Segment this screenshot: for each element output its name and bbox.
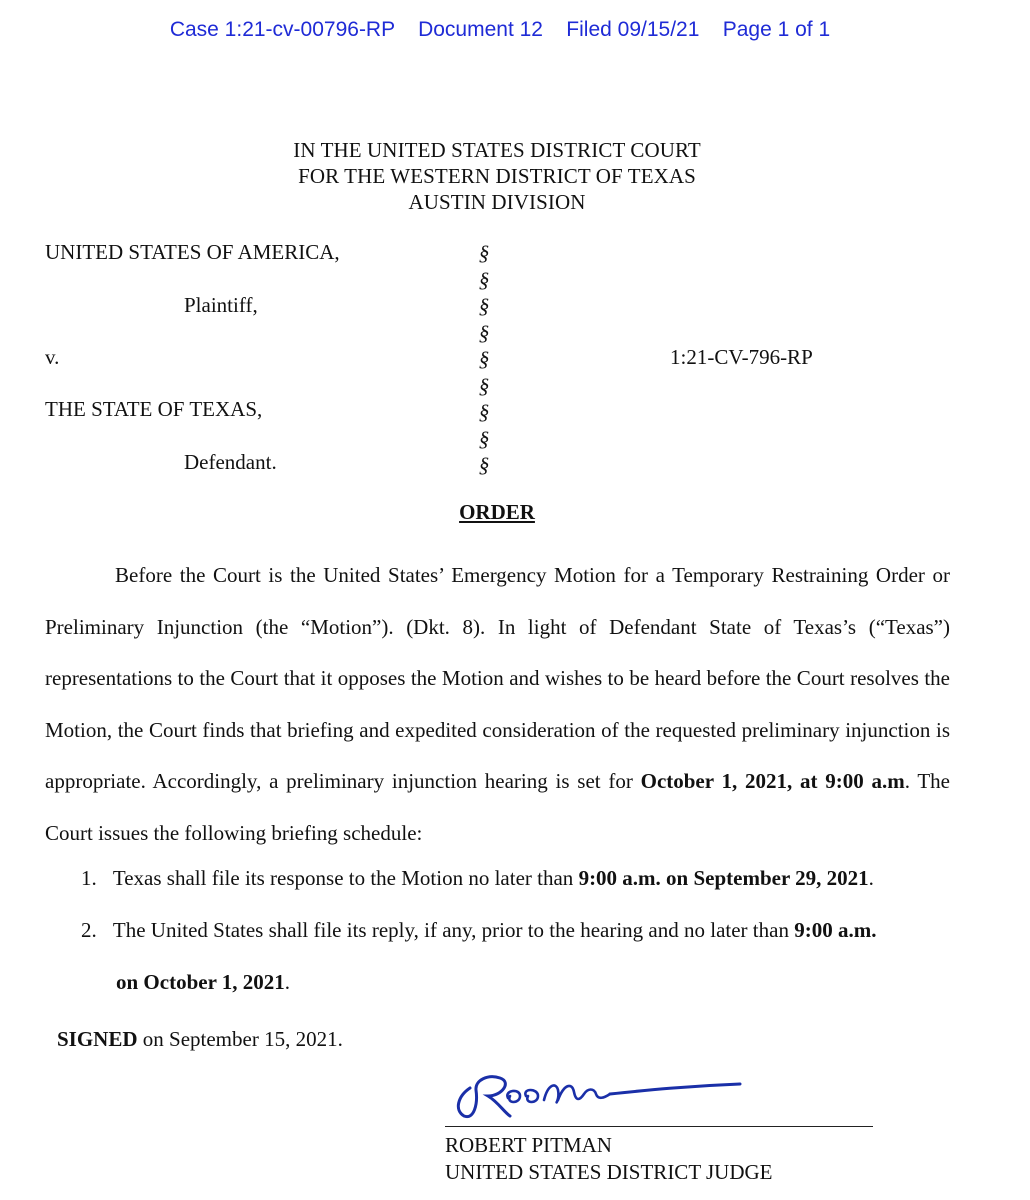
section-symbol: § — [478, 294, 490, 318]
judge-name: ROBERT PITMAN — [445, 1133, 612, 1157]
plaintiff-role: Plaintiff, — [184, 293, 258, 317]
deadline-time: 9:00 a.m. — [794, 918, 877, 942]
signature-line — [445, 1126, 873, 1127]
section-symbol: § — [478, 453, 490, 477]
section-symbol: § — [478, 241, 490, 265]
list-text: Texas shall file its response to the Motion no later than — [112, 866, 579, 890]
list-end: . — [868, 866, 874, 890]
deadline: 9:00 a.m. on September 29, 2021 — [578, 866, 869, 890]
paragraph-text: Before the Court is the United States’ Emergency Motion for a Temporary Restraining Order or Preliminary Injunction (the “Motion”). (Dkt. 8). In light of Defendant State of Texas’s (“Texas”) representations to the Court that it opposes the Motion and wishes to be heard before the Court resolves the Motion, the Court finds that briefing and expedited consideration of the requested preliminary injunction is appropriate. Accordingly, a preliminary injunction hearing is set for — [45, 563, 950, 793]
signed-label: SIGNED — [57, 1027, 138, 1051]
versus: v. — [45, 345, 60, 369]
filing-stamp: Case 1:21-cv-00796-RP Document 12 Filed 09/15/21 Page 1 of 1 — [169, 18, 831, 41]
deadline-date: on October 1, 2021 — [116, 970, 285, 994]
judge-block — [445, 1132, 773, 1186]
order-paragraph — [45, 550, 950, 859]
section-symbol: § — [478, 426, 490, 451]
list-item — [81, 866, 874, 891]
section-symbol: § — [478, 347, 490, 371]
judge-title: UNITED STATES DISTRICT JUDGE — [445, 1160, 773, 1184]
plaintiff-name: UNITED STATES OF AMERICA, — [45, 240, 340, 264]
list-item-continuation — [116, 970, 290, 995]
court-heading — [0, 137, 994, 215]
court-line-3: AUSTIN DIVISION — [408, 190, 586, 214]
court-line-2: FOR THE WESTERN DISTRICT OF TEXAS — [298, 164, 696, 188]
case-number: 1:21-CV-796-RP — [670, 345, 813, 369]
paragraph-text-end: . The Court issues the following briefing schedule: — [45, 769, 950, 845]
section-symbol: § — [478, 400, 490, 424]
defendant-name: THE STATE OF TEXAS, — [45, 397, 263, 421]
section-symbol-column — [469, 240, 499, 479]
list-number: 1. — [81, 866, 97, 890]
list-text: The United States shall file its reply, if any, prior to the hearing and no later than — [112, 918, 795, 942]
signed-date: on September 15, 2021. — [137, 1027, 343, 1051]
defendant-role: Defendant. — [184, 450, 277, 474]
section-symbol: § — [478, 320, 490, 345]
list-end: . — [284, 970, 291, 994]
order-title: ORDER — [459, 500, 535, 524]
section-symbol: § — [478, 373, 490, 398]
list-item — [81, 918, 876, 943]
judge-signature — [448, 1060, 748, 1126]
signed-line — [57, 1027, 343, 1052]
court-line-1: IN THE UNITED STATES DISTRICT COURT — [293, 138, 701, 162]
section-symbol: § — [478, 267, 490, 292]
list-number: 2. — [81, 918, 97, 942]
hearing-datetime: October 1, 2021, at 9:00 a.m — [640, 769, 905, 793]
